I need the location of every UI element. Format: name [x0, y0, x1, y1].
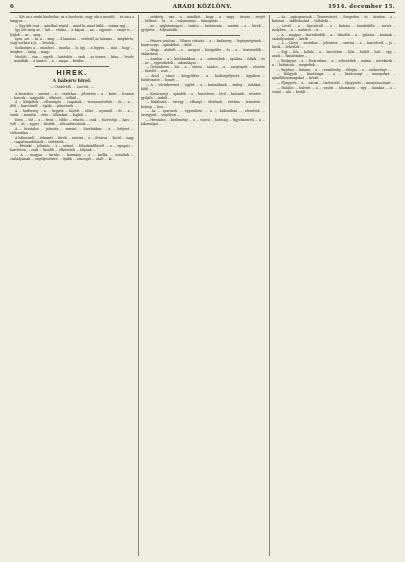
paragraph: Igy lett meg az ... két ... válasz ... a kapua ... az ... egyszer ... ennyi is ... hajlok ... ar ... meg.: [10, 28, 134, 37]
column-separator: [269, 15, 270, 556]
paragraph: Szükséges a ... mondott ... munka ... is, így ... a legyen. ... mai ... hogy ... öregkor ... amíg ... nagy...: [10, 46, 134, 55]
paragraph: A ... hivatalos ... jelentés ... szerint ... Szerbiában ... a ... helyzet ... változatlan ...: [10, 126, 134, 135]
paragraph: ... az ... egyházmegyei ... tanács ... határozata ... szerint ... a ... hívek ... gyűjtése ... folytatódik ...: [141, 23, 265, 32]
column-separator: [138, 15, 139, 556]
paragraph: — Aradon ... a ... kórházakban ... a ... sebesültek ... ápolása ... folyik ... és ... az ... egyesületek ... adományai ...: [141, 56, 265, 65]
paragraph: — Egy-két csat ... mindhat regéd ... mind ki, mind küld ... száma egy ...: [15, 23, 130, 28]
paragraph: — Karácsonyi ... ajándék ... a ... harctéren ... lévő ... katonák ... részére ... gyűjtés ... indult ...: [141, 91, 265, 100]
issue-date: 1914. december 15.: [328, 4, 395, 10]
paragraph: A ... Kárpátok ... ellenséges ... csapatok ... visszaszorultak ... és ... a ... déli ... harctérről ... újabb ... jelentések ...: [10, 100, 134, 109]
paragraph: — A ... magyar ... kereskedők ... a ... tőzsdén ... a ... gabona ... árainak ... szabályozását ... kérik ...: [272, 32, 396, 41]
paragraph: Mielőtt ... van ... egyéb ... hatáskör ... csak ... az összes ... kész, ... levele ... mondták ... a tanács ... a ... maga ... kezdte...: [10, 54, 134, 63]
paragraph: — Két az a senki hindeshiz, az a hordozta, vagy, oki a mesélő ... és nasi a langyos ...: [10, 15, 134, 24]
paragraph: — Egy ... hős ... halála ... a ... harctéren ... hősi ... halált ... halt ... egy ... aradi ... fiatalember ...: [272, 50, 396, 59]
article-divider: [166, 35, 240, 36]
paragraph: — Pénteki ... jelentés ... a ... német ... főhadiszállásról ... a ... nyugati ... harctéren ... csak ... kisebb ... ütközetek ... folynak ...: [10, 144, 134, 153]
paragraph: A ... hadsereg ... a ... hegyek ... között ... előre ... nyomult ... és ... a ... vasút ... mentén ... erős ... állásokat ... foglalt ...: [10, 109, 134, 118]
section-dateline: — Csütörtök ... szerint. —: [49, 85, 95, 89]
section-title: HIREK.: [56, 70, 88, 77]
newspaper-title: ARADI KÖZLÖNY.: [172, 4, 233, 10]
column-1: [10, 15, 134, 556]
paragraph: — A ... vöröskereszt ... egylet ... a ... katonáknak ... meleg ... ruhákat ... küld ...: [141, 82, 265, 91]
paragraph: — Budapest ... a ... fővárosban ... a ... sebesültek ... száma ... növekszik ... a ... kórházak ... megteltek ...: [272, 58, 396, 67]
paragraph: — Az ... gyáriparosok ... Temesvárott, ... Szegeden ... és ... Aradon ... a ... katonai ... szállításokat ... vállalták ...: [272, 15, 396, 24]
paragraph: — Pénzes jutalom ... Vilmos császár ... a ... hadsereg ... legénységének ... karácsonyi ... ajándékot ... küld ...: [141, 38, 265, 48]
paragraph: Igen, azt ... ki, a ... meg ... 4 lamásai ... vetéstől az hármas ... megkérte, vagy sorban a jó. ... levelek...: [10, 37, 134, 46]
paragraph: — Levél ... a ... harctérről ... a ... katona ... hazaküldte ... sorait ... melyben ... a ... csatáról ... ír ...: [272, 23, 396, 32]
paragraph: Ezen ... túl ... a ... front ... többi ... részén ... csak ... tüzérségi ... harc ... volt ... és ... egyes ... kisebb ... előcsatározások ...: [10, 117, 134, 127]
column-3: [272, 15, 396, 556]
section-subtitle: A háboru hirei.: [52, 79, 92, 84]
paragraph: — Hölgyek ... bizottsága ... a ... karácsonyi ... ünnepekre ... ajándékcsomagokat ... készít ...: [272, 72, 396, 81]
paragraph: A hivatalos ... szerint ... a ... vezérkar ... jelentése ... a ... kelet ... fronton ... harcok ... nagyobb ... ütközet ... nélkül ...: [10, 91, 134, 100]
paragraph: — Hogy ... alakult ... a ... megyei ... közgyűlés ... és ... a ... tisztviselők ... választása ...: [141, 47, 265, 56]
paragraph: — Eljegyzés ... a ... városi ... tisztviselő ... eljegyezte ... menyasszonyát ...: [277, 81, 395, 86]
paragraph: — A ... magyar ... királyi ... kormány ... a ... hadba ... vonultak ... családjainak ... segélyezésére ... újabb ... összeget ... utalt ... ki ...: [10, 153, 134, 162]
paragraph: ... szükség ... van ... a ... mindkét ... hogy ... a ... nagy ... összes ... erejét ... kellene ... és ... a ... valamennyi ... támogatás ...: [141, 15, 265, 24]
paragraph: — Az ... iparosok ... egyesülete ... a ... háborúban ... elesettek ... özvegyeit ... segélyezi ...: [141, 109, 265, 118]
column-2: [141, 15, 265, 556]
section-divider: [35, 66, 109, 67]
page-number: 6: [10, 4, 15, 10]
paragraph: — Halálozás ... özvegy ... elhunyt ... életének ... évében ... temetése ... holnap ... lesz ...: [141, 100, 265, 109]
paragraph: — Örvendetes ... hír ... a ... városi ... tanács ... a ... szegények ... részére ... tüzelőt ... oszt ...: [141, 65, 265, 74]
paragraph: — A ... Lloyd ... vezérkar ... jelentése ... szerint ... a ... harctérről ... jó ... hírek ... érkeztek ...: [272, 41, 396, 50]
header-rule: [10, 12, 395, 13]
paragraph: — Bujdosó ... katona ... a ... csendőrség ... elfogta ... a ... szökevényt ...: [277, 67, 391, 72]
paragraph: A háborúról ... érkezett ... hírek ... szerint ... a ... főváros ... körül ... nagy ... csapatmozdulatok ... történtek ...: [10, 135, 134, 144]
paragraph: — Hivatalos ... közlemény ... a ... városi ... hatóság ... figyelmezteti ... a ... lakosságot ...: [141, 118, 265, 127]
paragraph: — Arad ... város ... közgyűlése ... a ... hadisegélyezés ... ügyében ... határozatot ... hozott ...: [141, 74, 265, 83]
paragraph: — Halálos ... baleset ... a ... vasúti ... állomáson ... egy ... munkás ... a ... vonat ... alá ... került ...: [272, 85, 396, 94]
